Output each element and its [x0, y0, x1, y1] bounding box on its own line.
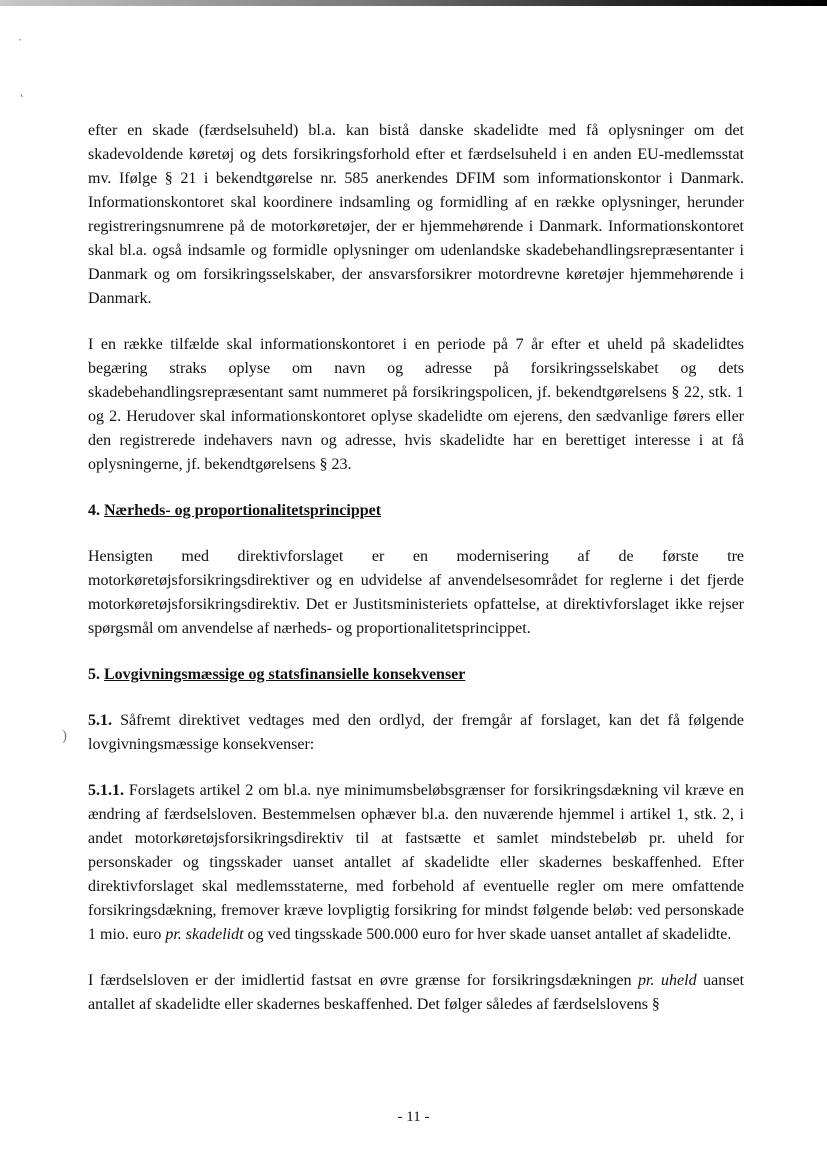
- paragraph-text: Forslagets artikel 2 om bl.a. nye minimumsbeløbsgrænser for forsikringsdækning vil kræve en ændring af færdselsloven. Bestemmelsen ophæver bl.a. den nuværende hjemmel i artikel 1, stk. 2, i andet motorkøretøjsforsikringsdirektiv til at fastsætte et samlet mindstebeløb pr. uheld for personskader og tingsskader uanset antallet af skadelidte eller skadernes beskaffenhed. Efter direktivforslaget skal medlemsstaterne, med forbehold af eventuelle regler om mere omfattende forsikringsdækning, fremover kræve lovpligtig forsikring for mindst følgende beløb: ved personskade 1 mio. euro: [88, 782, 744, 943]
- paragraph-text: uanset antallet af skadelidte eller skadernes beskaffenhed. Det følger således af færdselslovens §: [88, 972, 745, 1013]
- subsection-number: 5.1.1.: [88, 782, 124, 799]
- document-body: [88, 119, 744, 1039]
- section-heading-4: [88, 499, 744, 523]
- scan-speck: ˛: [20, 82, 25, 97]
- paragraph-5-1: [88, 709, 744, 757]
- scan-bracket-mark: ): [62, 728, 67, 744]
- paragraph-text: I færdselsloven er der imidlertid fastsat en øvre grænse for forsikringsdækningen: [88, 972, 639, 989]
- paragraph-information-office: efter en skade (færdselsuheld) bl.a. kan bistå danske skadelidte med få oplysninger om det skadevoldende køretøj og dets forsikringsforhold efter et færdselsuheld i en anden EU-medlemsstat mv. Ifølge § 21 i bekendtgørelse nr. 585 anerkendes DFIM som informationskontor i Danmark. Informationskontoret skal koordinere indsamling og formidling af en række oplysninger, herunder registreringsnumrene på de motorkøretøjer, der er hjemmehørende i Danmark. Informationskontoret skal bl.a. også indsamle og formidle oplysninger om udenlandske skadebehandlingsrepræsentanter i Danmark og om forsikringsselskaber, der ansvarsforsikrer motordrevne køretøjer hjemmehørende i Danmark.: [88, 122, 744, 307]
- subsection-number: 5.1.: [88, 712, 112, 729]
- paragraph-subsidiarity: Hensigten med direktivforslaget er en modernisering af de første tre motorkøretøjsforsikringsdirektiver og en udvidelse af anvendelsesområdet for reglerne i det fjerde motorkøretøjsforsikringsdirektiv. Det er Justitsministeriets opfattelse, at direktivforslaget ikke rejser spørgsmål om anvendelse af nærheds- og proportionalitetsprincippet.: [88, 548, 744, 637]
- section-number: 5.: [88, 666, 104, 683]
- page-number: - 11 -: [397, 1109, 430, 1125]
- paragraph-information-duties: I en række tilfælde skal informationskontoret i en periode på 7 år efter et uheld på skadelidtes begæring straks oplyse om navn og adresse på forsikringsselskabet og dets skadebehandlingsrepræsentant samt nummeret på forsikringspolicen, jf. bekendtgørelsens § 22, stk. 1 og 2. Herudover skal informationskontoret oplyse skadelidte om ejerens, den sædvanlige førers eller den registrerede indehavers navn og adresse, hvis skadelidte har en berettiget interesse i at få oplysningerne, jf. bekendtgørelsens § 23.: [88, 336, 744, 473]
- paragraph-text: og ved tingsskade 500.000 euro for hver skade uanset antallet af skadelidte.: [243, 926, 732, 943]
- scan-top-border: [0, 0, 827, 6]
- paragraph-5-1-1: [88, 779, 744, 947]
- scan-speck: ·: [18, 32, 23, 47]
- section-number: 4.: [88, 502, 104, 519]
- emphasis-text: pr. skadelidt: [165, 926, 244, 943]
- section-heading-5: [88, 663, 744, 687]
- paragraph-text: Såfremt direktivet vedtages med den ordlyd, der fremgår af forslaget, kan det få følgende lovgivningsmæssige konsekvenser:: [88, 712, 744, 753]
- paragraph-traffic-act: [88, 969, 744, 1017]
- section-title: Nærheds- og proportionalitetsprincippet: [104, 502, 382, 519]
- section-title: Lovgivningsmæssige og statsfinansielle konsekvenser: [104, 666, 466, 683]
- emphasis-text: pr. uheld: [638, 972, 697, 989]
